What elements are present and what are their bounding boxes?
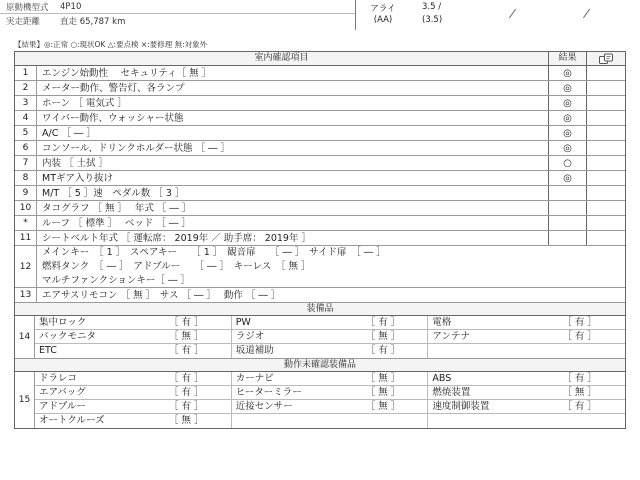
- equipment-status: ［ 有 ］: [562, 331, 597, 342]
- equipment-name: PW: [235, 317, 251, 328]
- inspection-row: [15, 186, 625, 201]
- equipment-cell: [232, 400, 429, 413]
- inspection-item-label: 内装 ［ 土拭 ］: [37, 156, 549, 170]
- inspection-item-label: ルーフ ［ 標準 ］ ベッド ［ ― ］: [37, 216, 549, 230]
- inspection-item-label: ホーン ［ 電気式 ］: [37, 96, 549, 110]
- row-number: *: [15, 216, 37, 230]
- mileage-row: [0, 14, 355, 28]
- equipment-name: 燃焼装置: [432, 387, 471, 398]
- inspection-row: [15, 81, 625, 96]
- air-suspension-row: [15, 288, 625, 303]
- equipment-cell: [35, 316, 232, 329]
- equipment-cell: [232, 372, 429, 385]
- unconfirmed-title: 動作未確認装備品: [15, 359, 625, 372]
- equipment-cell: [35, 344, 232, 358]
- inspection-row: [15, 111, 625, 126]
- equipment-cell: [35, 386, 232, 399]
- equipment-row: [35, 330, 625, 344]
- equipment-cell: [428, 316, 625, 329]
- note-cell: [587, 186, 625, 200]
- equipment-name: オートクルーズ: [39, 415, 105, 426]
- result-mark: [549, 201, 587, 215]
- result-mark: ◎: [549, 96, 587, 110]
- note-cell: [587, 126, 625, 140]
- equipment-row: [35, 400, 625, 414]
- key-line: 燃料タンク ［ ― ］ アドブルー ［ ― ］ キーレス ［ 無 ］: [42, 261, 311, 272]
- slash-mark: [509, 9, 516, 19]
- equipment-name: アドブルー: [39, 401, 86, 412]
- unconfirmed-grid: [35, 372, 625, 428]
- engine-type-row: [0, 0, 355, 14]
- equipment-cell: [232, 414, 429, 428]
- inspection-row: [15, 66, 625, 81]
- alignment-value: 3.5 /: [422, 2, 442, 12]
- inspection-rows: [15, 66, 625, 246]
- equipment-status: ［ 有 ］: [169, 317, 204, 328]
- row-number: 14: [15, 316, 35, 358]
- equipment-status: ［ 有 ］: [169, 401, 204, 412]
- note-cell: [587, 231, 625, 245]
- equipment-status: ［ 有 ］: [562, 401, 597, 412]
- result-mark: ◎: [549, 111, 587, 125]
- result-mark: [549, 186, 587, 200]
- inspection-row: [15, 141, 625, 156]
- row-number: 13: [15, 288, 37, 302]
- equipment-status: ［ 無 ］: [169, 331, 204, 342]
- note-cell: [587, 141, 625, 155]
- equipment-name: [232, 414, 366, 428]
- equipment-cell: [428, 344, 625, 358]
- equipment-row: [35, 344, 625, 358]
- note-cell: [587, 201, 625, 215]
- alignment-label: アライ: [370, 4, 396, 14]
- equipment-status: ［ 無 ］: [365, 401, 401, 412]
- mileage-value: 直走 65,787 km: [60, 17, 126, 27]
- equipment-cell: [35, 414, 232, 428]
- result-mark: ◎: [549, 81, 587, 95]
- equipment-name: 近接センサー: [235, 401, 293, 412]
- equipment-status: ［ 無 ］: [169, 415, 204, 426]
- inspection-row: [15, 171, 625, 186]
- equipment-cell: [35, 372, 232, 385]
- inspection-item-label: メーター動作、警告灯、各ランプ: [37, 81, 549, 95]
- equipment-status: ［ 有 ］: [169, 345, 204, 356]
- row-number: 2: [15, 81, 37, 95]
- equipment-status: ［ 有 ］: [169, 387, 204, 398]
- result-mark: ◎: [549, 126, 587, 140]
- equipment-block: [15, 316, 625, 359]
- equipment-name: [428, 414, 562, 428]
- equipment-name: 速度制御装置: [432, 401, 490, 412]
- equipment-name: ラジオ: [235, 331, 265, 342]
- equipment-status: ［ 無 ］: [562, 387, 597, 398]
- equipment-status: [366, 414, 428, 428]
- row-number: 10: [15, 201, 37, 215]
- equipment-cell: [232, 344, 429, 358]
- unconfirmed-block: [15, 372, 625, 428]
- equipment-row: [35, 414, 625, 428]
- note-cell: [587, 156, 625, 170]
- equipment-name: 電格: [432, 317, 452, 328]
- equipment-cell: [232, 316, 429, 329]
- row-number: 8: [15, 171, 37, 185]
- equipment-status: ［ 有 ］: [562, 317, 597, 328]
- equipment-name: 集中ロック: [39, 317, 87, 328]
- row-number: 1: [15, 66, 37, 80]
- inspection-row: [15, 126, 625, 141]
- row-number: 9: [15, 186, 37, 200]
- equipment-name: [428, 344, 562, 358]
- key-row-lines: [37, 246, 625, 287]
- equipment-name: 坂道補助: [235, 345, 274, 356]
- equipment-cell: [232, 386, 429, 399]
- row-number: 3: [15, 96, 37, 110]
- result-mark: ◎: [549, 171, 587, 185]
- equipment-name: ABS: [432, 373, 452, 384]
- inspection-item-label: A/C ［ ― ］: [37, 126, 549, 140]
- equipment-status: [562, 414, 625, 428]
- note-cell: [587, 66, 625, 80]
- page-flip-icon[interactable]: [587, 52, 625, 65]
- inspection-row: [15, 216, 625, 231]
- inspection-row: [15, 201, 625, 216]
- equipment-cell: [35, 330, 232, 343]
- row-number: 7: [15, 156, 37, 170]
- equipment-status: ［ 無 ］: [365, 373, 401, 384]
- engine-type-label: 原動機型式: [6, 2, 49, 13]
- equipment-cell: [35, 400, 232, 413]
- inspection-title: 室内確認項目: [15, 52, 549, 65]
- equipment-name: エアバッグ: [39, 387, 86, 398]
- engine-type-value: 4P10: [60, 1, 82, 12]
- row-number: 6: [15, 141, 37, 155]
- inspection-row: [15, 156, 625, 171]
- equipment-cell: [428, 400, 625, 413]
- row-number: 12: [15, 246, 37, 287]
- equipment-cell: [428, 372, 625, 385]
- vehicle-info-left: [0, 0, 356, 30]
- equipment-row: [35, 316, 625, 330]
- result-mark: [549, 231, 587, 245]
- note-cell: [587, 171, 625, 185]
- result-header: 結果: [549, 52, 587, 65]
- row-number: 11: [15, 231, 37, 245]
- equipment-name: アンテナ: [432, 331, 470, 342]
- equipment-cell: [232, 330, 429, 343]
- equipment-cell: [428, 414, 625, 428]
- inspection-row: [15, 231, 625, 246]
- air-suspension-label: エアサスリモコン ［ 無 ］ サス ［ ― ］ 動作 ［ ― ］: [41, 290, 281, 301]
- equipment-name: ドラレコ: [39, 373, 78, 384]
- equipment-name: バックモニタ: [39, 331, 97, 342]
- vehicle-info-strip: [0, 0, 640, 30]
- row-number: 4: [15, 111, 37, 125]
- inspection-item-label: MTギア入り抜け: [37, 171, 549, 185]
- equipment-row: [35, 386, 625, 400]
- inspection-row: [15, 96, 625, 111]
- equipment-status: ［ 有 ］: [169, 373, 204, 384]
- inspection-header: [15, 52, 625, 66]
- alignment-sub-label: (AA): [373, 15, 393, 25]
- equipment-name: ETC: [39, 345, 57, 356]
- equipment-name: カーナビ: [235, 373, 274, 384]
- key-line: マルチファンクションキー［ ― ］: [42, 275, 190, 286]
- inspection-table: [14, 51, 626, 429]
- equipment-status: ［ 有 ］: [562, 373, 597, 384]
- mileage-label: 実走距離: [6, 17, 41, 27]
- result-mark: [549, 216, 587, 230]
- alignment-info: [356, 0, 640, 30]
- equipment-cell: [428, 386, 625, 399]
- alignment-sub-value: (3.5): [422, 15, 443, 25]
- equipment-row: [35, 372, 625, 386]
- equipment-grid: [35, 316, 625, 358]
- key-row: [15, 246, 625, 288]
- result-mark: ○: [549, 156, 587, 170]
- equipment-status: ［ 無 ］: [365, 387, 401, 398]
- note-cell: [587, 96, 625, 110]
- note-cell: [587, 81, 625, 95]
- inspection-item-label: エンジン始動性 セキュリティ［ 無 ］: [37, 66, 549, 80]
- equipment-cell: [428, 330, 625, 343]
- equipment-status: [562, 344, 625, 358]
- note-cell: [587, 111, 625, 125]
- result-mark: ◎: [549, 141, 587, 155]
- inspection-item-label: ワイパー動作、ウォッシャー状態: [37, 111, 549, 125]
- equipment-name: ヒーターミラー: [235, 387, 302, 398]
- slash-mark: [583, 9, 590, 19]
- equipment-title: 装備品: [15, 303, 625, 316]
- key-line: メインキー ［ 1 ］ スペアキー ［ 1 ］ 観音扉 ［ ― ］ サイド扉 ［ ― ］: [42, 247, 386, 258]
- row-number: 5: [15, 126, 37, 140]
- equipment-status: ［ 有 ］: [365, 317, 401, 328]
- inspection-item-label: M/T ［ 5 ］速 ペダル数 ［ 3 ］: [37, 186, 549, 200]
- inspection-item-label: シートベルト年式 ［ 運転席： 2019年 ／ 助手席： 2019年 ］: [37, 231, 549, 245]
- inspection-item-label: タコグラフ ［ 無 ］ 年式 ［ ― ］: [37, 201, 549, 215]
- equipment-status: ［ 無 ］: [365, 331, 401, 342]
- row-number: 15: [15, 372, 35, 428]
- inspection-item-label: コンソール、ドリンクホルダー状態 ［ ― ］: [37, 141, 549, 155]
- result-mark: ◎: [549, 66, 587, 80]
- result-legend: 【結果】◎:正常 ○:現状OK △:要点検 ×:要修理 無:対象外: [14, 40, 208, 49]
- note-cell: [587, 216, 625, 230]
- equipment-status: ［ 有 ］: [365, 345, 401, 356]
